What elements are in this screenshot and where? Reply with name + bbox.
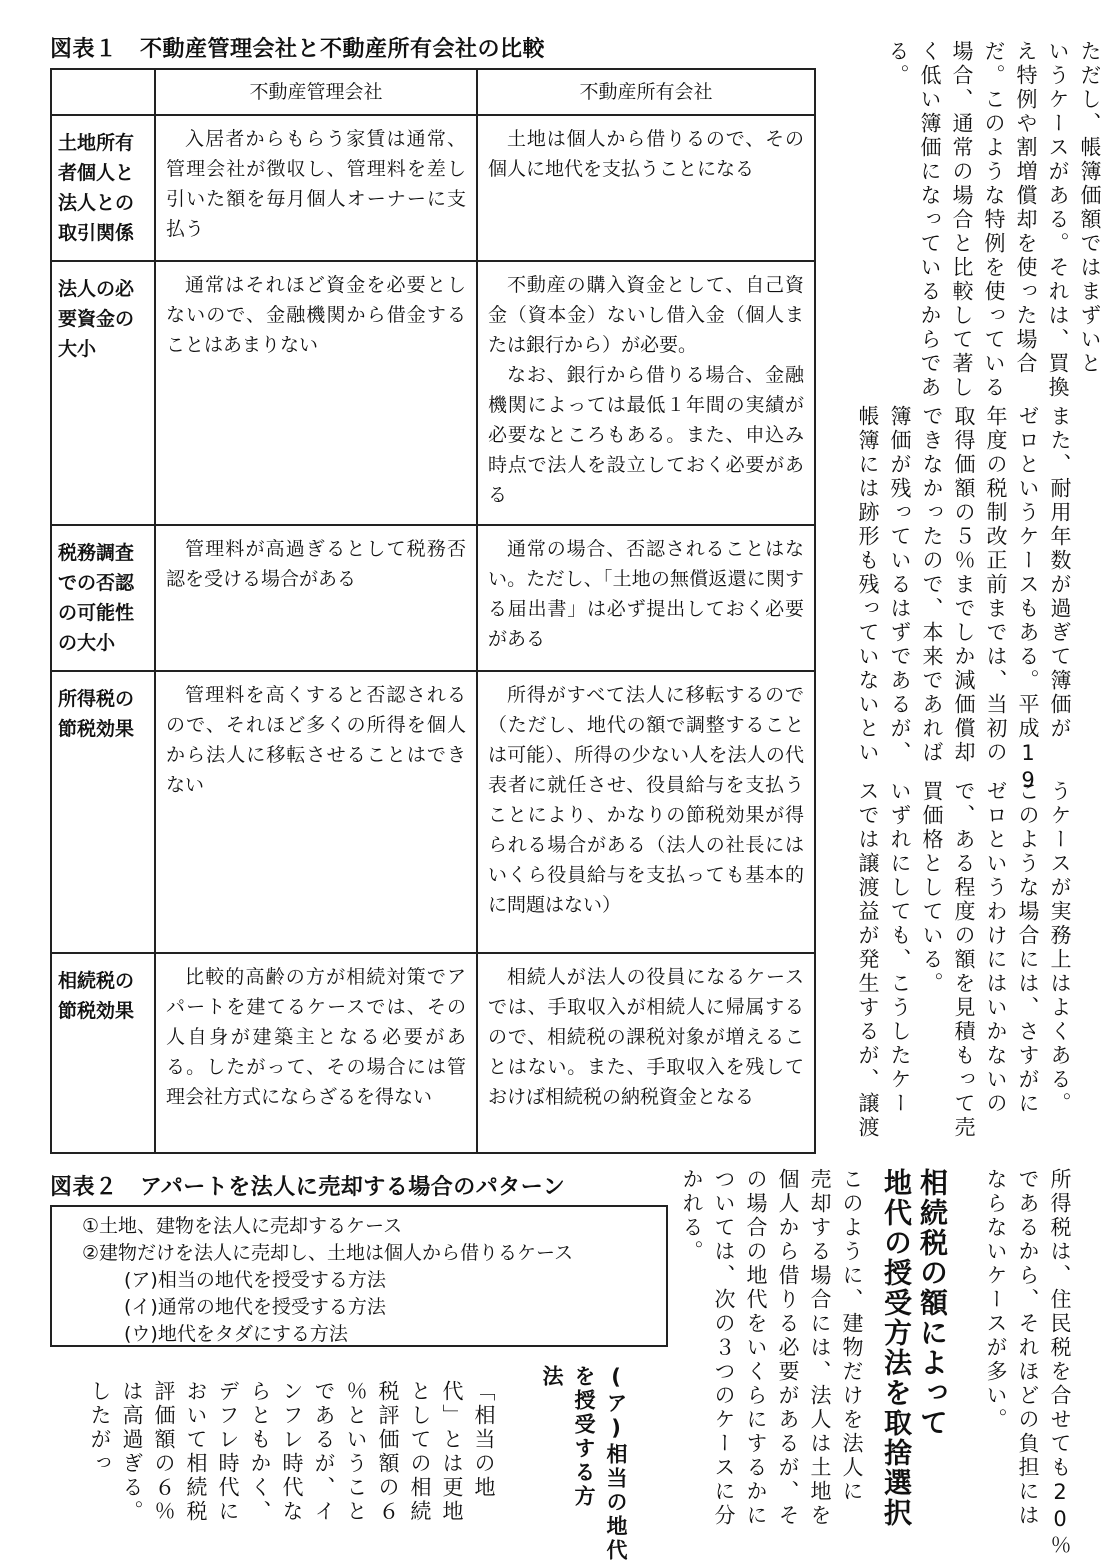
text-line: かれる。 — [680, 1168, 704, 1264]
row-head: 税務調査での否認の可能性の大小 — [51, 525, 155, 671]
text-line: の場合の地代をいくらにするかに — [744, 1168, 768, 1528]
section-heading — [878, 1168, 950, 1528]
cell-ownership — [477, 953, 815, 1153]
table-row — [51, 261, 815, 525]
text-line: は高過ぎる。 — [120, 1380, 144, 1524]
text-line: 代」とは更地 — [440, 1380, 464, 1524]
text-line: できなかったので、本来であれば — [920, 405, 944, 765]
text-line: ならないケースが多い。 — [984, 1168, 1008, 1432]
figure1-title: 図表１ 不動産管理会社と不動産所有会社の比較 — [50, 37, 546, 62]
row-head: 土地所有者個人と法人との取引関係 — [51, 115, 155, 261]
cell-management — [155, 671, 477, 953]
cell-text: 相続人が法人の役員になるケースでは、手取収入が相続人に帰属するので、相続税の課税対象が増えることはない。また、手取収入を残しておけば相続税の納税資金となる — [488, 966, 804, 1108]
cell-text: 通常の場合、否認されることはない。ただし、「土地の無償返還に関する届出書」は必ず提出しておく必要がある — [488, 538, 804, 650]
text-line: 所得税は、住民税を合せても20％ — [1048, 1168, 1072, 1558]
figure2-title: 図表２ アパートを法人に売却する場合のパターン — [50, 1175, 566, 1200]
text-line: 帳簿には跡形も残っていないとい — [856, 405, 880, 765]
text-line: だ。このような特例を使っている — [982, 40, 1006, 400]
cell-text: 所得がすべて法人に移転するので（ただし、地代の額で調整することは可能）、所得の少ない人を法人の代表者に就任させ、役員給与を支払うことにより、かなりの節税効果が得られる場合がある（法人の社長にはいくら役員給与を支払っても基本的に問題はない） — [488, 684, 804, 916]
text-line: ついては、次の３つのケースに分 — [712, 1168, 736, 1528]
text-line: 場合、通常の場合と比較して著し — [950, 40, 974, 400]
row-head: 法人の必要資金の大小 — [51, 261, 155, 525]
text-line: 買価格としている。 — [920, 780, 944, 996]
cell-management — [155, 953, 477, 1153]
table-row — [51, 115, 815, 261]
cell-text: 比較的高齢の方が相続対策でアパートを建てるケースでは、その人自身が建築主となる必要がある。したがって、その場合には管理会社方式にならざるを得ない — [166, 966, 466, 1108]
text-line: 「相当の地 — [472, 1380, 496, 1500]
text-line: であるから、それほどの負担には — [1016, 1168, 1040, 1528]
subheading-line: を授受する方 — [572, 1365, 596, 1509]
table-header-management: 不動産管理会社 — [155, 69, 477, 115]
text-line: え特例や割増償却を使った場合 — [1014, 40, 1038, 376]
text-line: ゼロというケースもある。平成19 — [1016, 405, 1040, 795]
body-column-6 — [84, 1380, 500, 1525]
cell-text: 土地は個人から借りるので、その個人に地代を支払うことになる — [488, 128, 804, 180]
cell-text: 不動産の購入資金として、自己資金（資本金）ないし借入金（個人または銀行から）が必要。 — [488, 274, 804, 356]
figure2-item: ②建物だけを法人に売却し、土地は個人から借りるケース — [82, 1242, 574, 1264]
cell-ownership — [477, 115, 815, 261]
body-column-2 — [852, 405, 1076, 795]
text-line: 税評価額の６ — [376, 1380, 400, 1524]
table-header-ownership: 不動産所有会社 — [477, 69, 815, 115]
text-line: いずれにしても、こうしたケー — [888, 780, 912, 1116]
figure2-subitem: (ア)相当の地代を授受する方法 — [124, 1269, 386, 1291]
table-row — [51, 953, 815, 1153]
text-line: 簿価が残っているはずであるが、 — [888, 405, 912, 765]
text-line: 取得価額の５％までしか減価償却 — [952, 405, 976, 765]
text-line: スでは譲渡益が発生するが、譲渡 — [856, 780, 880, 1140]
text-line: ンフレ時代な — [280, 1380, 304, 1524]
cell-management — [155, 525, 477, 671]
text-line: 売却する場合には、法人は土地を — [808, 1168, 832, 1528]
body-column-3 — [852, 780, 1076, 1140]
text-line: このように、建物だけを法人に — [840, 1168, 864, 1504]
cell-text: 管理料が高過ぎるとして税務否認を受ける場合がある — [166, 538, 466, 590]
text-line: ％ということ — [344, 1380, 368, 1524]
body-column-1 — [882, 40, 1106, 400]
text-line: いうケースがある。それは、買換 — [1046, 40, 1070, 400]
text-line: であるが、イ — [312, 1380, 336, 1524]
body-column-5 — [676, 1168, 868, 1528]
text-line: このような場合には、さすがに — [1016, 780, 1040, 1116]
cell-ownership — [477, 525, 815, 671]
table-header-row — [51, 69, 815, 115]
figure2-subitem: (ウ)地代をタダにする方法 — [124, 1323, 348, 1345]
cell-text: 通常はそれほど資金を必要としないので、金融機関から借金することはあまりない — [166, 274, 466, 356]
subheading-a — [536, 1365, 632, 1563]
text-line: 個人から借りる必要があるが、そ — [776, 1168, 800, 1528]
text-line: したがっ — [88, 1380, 112, 1476]
table-header-empty — [51, 69, 155, 115]
body-column-4 — [980, 1168, 1076, 1558]
text-line: としての相続 — [408, 1380, 432, 1524]
cell-ownership — [477, 671, 815, 953]
heading-line: 相続税の額によって — [916, 1168, 949, 1438]
text-line: ゼロというわけにはいかないの — [984, 780, 1008, 1116]
text-line: 評価額の６％ — [152, 1380, 176, 1524]
text-line: 年度の税制改正前までは、当初の — [984, 405, 1008, 765]
text-line: また、耐用年数が過ぎて簿価が — [1048, 405, 1072, 741]
text-line: らともかく、 — [248, 1380, 272, 1524]
subheading-line: (ア)相当の地代 — [604, 1365, 628, 1563]
row-head: 所得税の節税効果 — [51, 671, 155, 953]
table-row — [51, 525, 815, 671]
cell-text: 入居者からもらう家賃は通常、管理会社が徴収し、管理料を差し引いた額を毎月個人オーナーに支払う — [166, 128, 466, 240]
cell-text: 管理料を高くすると否認されるので、それほど多くの所得を個人から法人に移転させることはできない — [166, 684, 466, 796]
figure2-item: ①土地、建物を法人に売却するケース — [82, 1215, 403, 1237]
cell-management — [155, 261, 477, 525]
row-head: 相続税の節税効果 — [51, 953, 155, 1153]
comparison-table — [50, 68, 816, 1154]
text-line: うケースが実務上はよくある。 — [1048, 780, 1072, 1116]
heading-line: 地代の授受方法を取捨選択 — [880, 1168, 913, 1528]
cell-text: なお、銀行から借りる場合、金融機関によっては最低１年間の実績が必要なところもある。また、申込み時点で法人を設立しておく必要がある — [488, 364, 804, 506]
text-line: く低い簿価になっているからであ — [918, 40, 942, 400]
text-line: おいて相続税 — [184, 1380, 208, 1524]
figure2-subitem: (イ)通常の地代を授受する方法 — [124, 1296, 386, 1318]
text-line: る。 — [886, 40, 910, 88]
cell-management — [155, 115, 477, 261]
cell-ownership — [477, 261, 815, 525]
text-line: ただし、帳簿価額ではまずいと — [1078, 40, 1102, 376]
subheading-line: 法 — [540, 1365, 564, 1389]
table-row — [51, 671, 815, 953]
text-line: で、ある程度の額を見積もって売 — [952, 780, 976, 1140]
text-line: デフレ時代に — [216, 1380, 240, 1524]
figure2-box — [50, 1205, 668, 1347]
